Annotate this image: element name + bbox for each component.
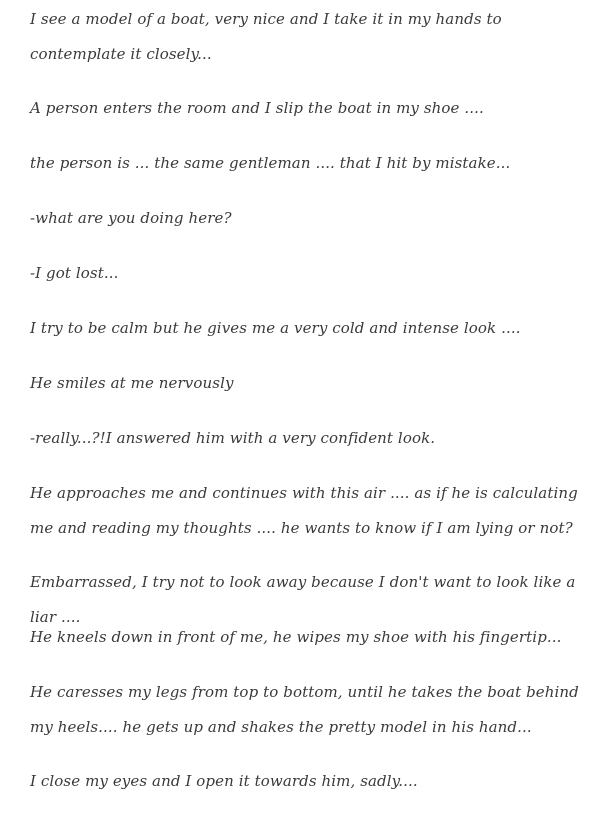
paragraph-12: He caresses my legs from top to bottom, until he takes the boat behind my heels.... he gets up and shakes the pretty model in his hand... [30,683,579,736]
paragraph-7: He smiles at me nervously [30,374,234,392]
paragraph-1: I see a model of a boat, very nice and I take it in my hands to contemplate it closely... [30,10,502,63]
paragraph-11: He kneels down in front of me, he wipes my shoe with his fingertip... [30,628,562,646]
paragraph-5: -I got lost... [30,264,119,282]
paragraph-6: I try to be calm but he gives me a very cold and intense look .... [30,319,521,337]
paragraph-13: I close my eyes and I open it towards him, sadly.... [30,772,418,790]
paragraph-4: -what are you doing here? [30,209,232,227]
paragraph-8: -really...?!I answered him with a very confident look. [30,429,436,447]
paragraph-10: Embarrassed, I try not to look away because I don't want to look like a liar .... [30,573,576,626]
paragraph-3: the person is ... the same gentleman .... that I hit by mistake... [30,154,511,172]
paragraph-2: A person enters the room and I slip the boat in my shoe .... [30,99,484,117]
paragraph-9: He approaches me and continues with this air .... as if he is calculating me and reading my thoughts .... he wants to know if I am lying or not? [30,484,578,537]
